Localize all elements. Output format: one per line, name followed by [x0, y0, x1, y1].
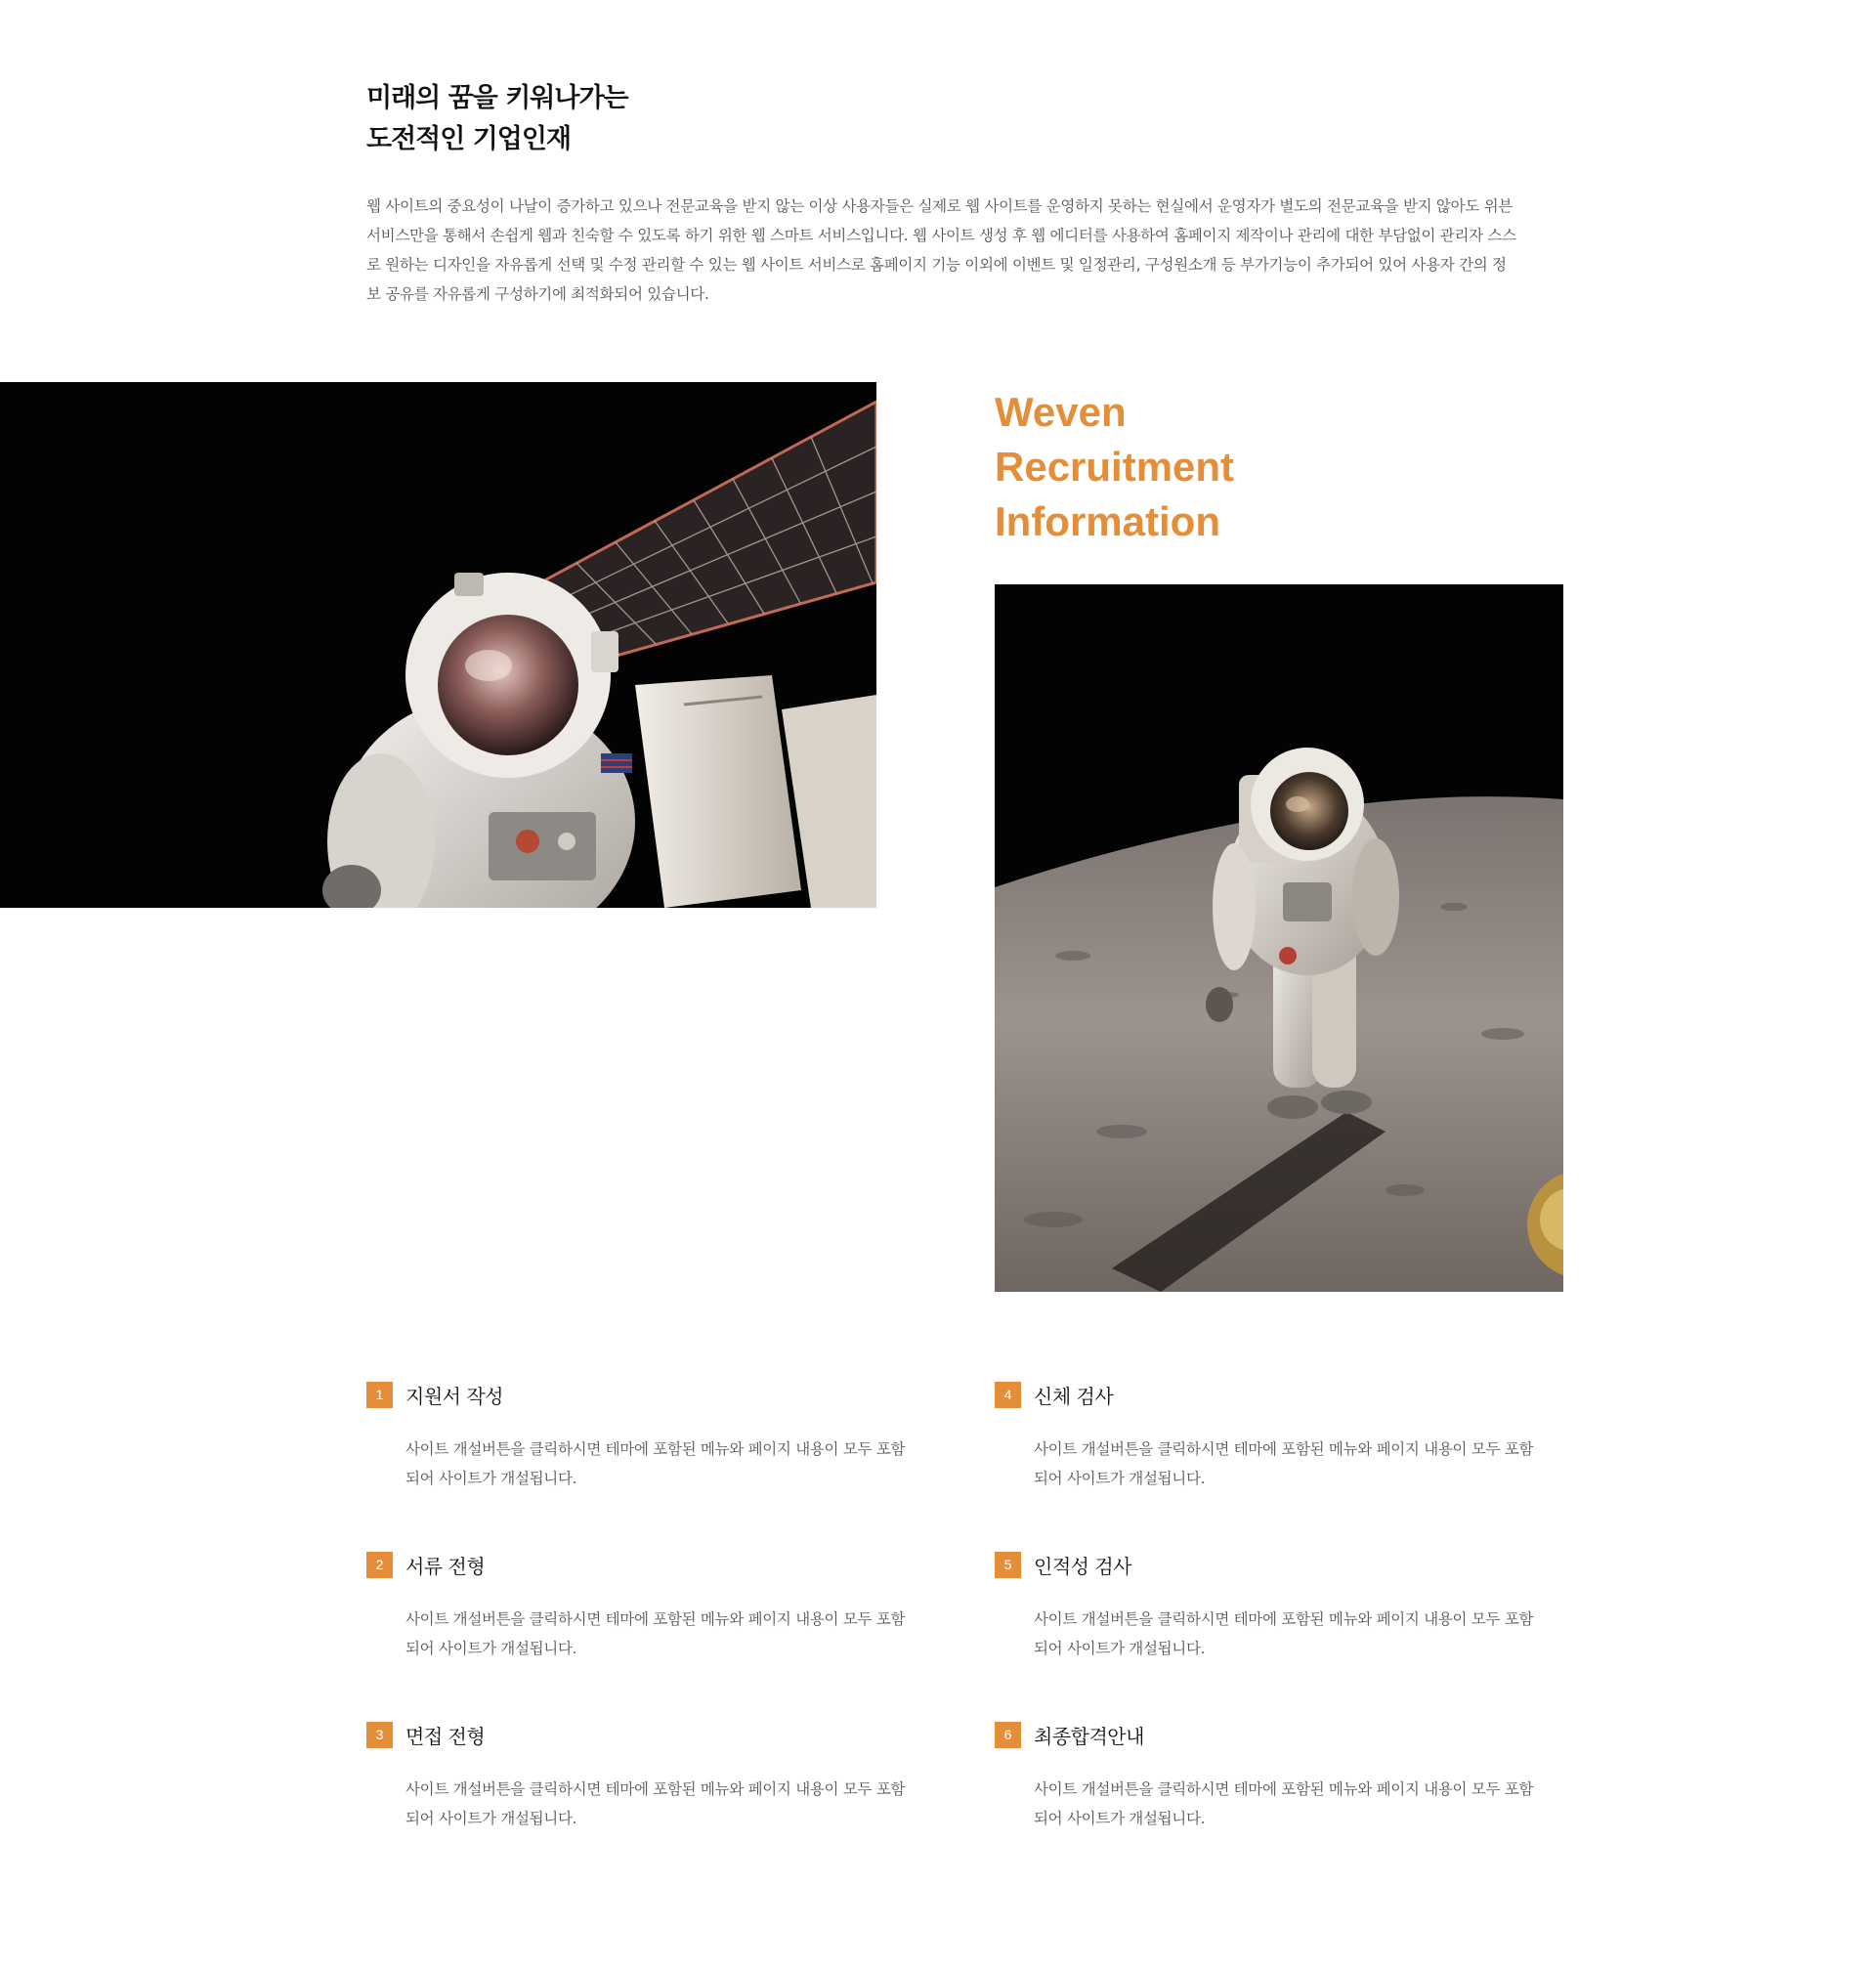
- intro-paragraph: 웹 사이트의 중요성이 나날이 증가하고 있으나 전문교육을 받지 않는 이상 사용자들은 실제로 웹 사이트를 운영하지 못하는 현실에서 운영자가 별도의 전문교육을 받지 않아도 위븐 서비스만을 통해서 손쉽게 웹과 친숙할 수 있도록 하기 위한 웹 스마트 서비스입니다. 웹 사이트 생성 후 웹 에디터를 사용하여 홈페이지 제작이나 관리에 대한 부담없이 관리자 스스로 원하는 디자인을 자유롭게 선택 및 수정 관리할 수 있는 웹 사이트 서비스로 홈페이지 기능 이외에 이벤트 및 일정관리, 구성원소개 등 부가기능이 추가되어 있어 사용자 간의 정보 공유를 자유롭게 구성하기에 최적화되어 있습니다.: [366, 197, 1516, 303]
- step-description: 사이트 개설버튼을 클릭하시면 테마에 포함된 메뉴와 페이지 내용이 모두 포함되어 사이트가 개설됩니다.: [405, 1780, 906, 1827]
- recruitment-title: [995, 385, 1234, 549]
- step-item-5: [995, 1550, 1542, 1663]
- step-description: 사이트 개설버튼을 클릭하시면 테마에 포함된 메뉴와 페이지 내용이 모두 포함되어 사이트가 개설됩니다.: [405, 1440, 906, 1487]
- step-number-badge: 2: [366, 1552, 393, 1578]
- step-number-badge: 5: [995, 1552, 1021, 1578]
- intro-section: [366, 78, 1519, 309]
- step-description: 사이트 개설버튼을 클릭하시면 테마에 포함된 메뉴와 페이지 내용이 모두 포함되어 사이트가 개설됩니다.: [1034, 1780, 1534, 1827]
- step-description: 사이트 개설버튼을 클릭하시면 테마에 포함된 메뉴와 페이지 내용이 모두 포함되어 사이트가 개설됩니다.: [1034, 1610, 1534, 1657]
- step-header: [366, 1720, 914, 1749]
- step-title: 서류 전형: [405, 1554, 486, 1578]
- step-header: [995, 1550, 1542, 1579]
- step-title: 면접 전형: [405, 1724, 486, 1748]
- step-number-badge: 3: [366, 1722, 393, 1748]
- intro-title-line1: 미래의 꿈을 키워나가는: [366, 83, 628, 113]
- step-item-1: [366, 1380, 914, 1493]
- step-description: 사이트 개설버튼을 클릭하시면 테마에 포함된 메뉴와 페이지 내용이 모두 포함되어 사이트가 개설됩니다.: [1034, 1440, 1534, 1487]
- step-item-4: [995, 1380, 1542, 1493]
- step-item-3: [366, 1720, 914, 1833]
- step-header: [995, 1720, 1542, 1749]
- recruitment-title-line2: Recruitment: [995, 444, 1235, 490]
- step-title: 인적성 검사: [1034, 1554, 1131, 1578]
- spacewalk-illustration: [0, 382, 876, 908]
- step-number-badge: 4: [995, 1382, 1021, 1408]
- intro-title-line2: 도전적인 기업인재: [366, 124, 572, 154]
- step-number-badge: 1: [366, 1382, 393, 1408]
- astronaut-spacewalk-photo: [0, 382, 876, 908]
- recruitment-title-line1: Weven: [995, 389, 1127, 435]
- step-number-badge: 6: [995, 1722, 1021, 1748]
- step-header: [366, 1380, 914, 1409]
- astronaut-moon-photo: [995, 584, 1563, 1292]
- step-title: 최종합격안내: [1034, 1724, 1144, 1748]
- step-title: 신체 검사: [1034, 1384, 1114, 1408]
- step-description: 사이트 개설버튼을 클릭하시면 테마에 포함된 메뉴와 페이지 내용이 모두 포함되어 사이트가 개설됩니다.: [405, 1610, 906, 1657]
- step-item-6: [995, 1720, 1542, 1833]
- step-item-2: [366, 1550, 914, 1663]
- recruitment-title-line3: Information: [995, 498, 1220, 544]
- intro-title: [366, 78, 1519, 160]
- step-header: [995, 1380, 1542, 1409]
- step-header: [366, 1550, 914, 1579]
- moon-illustration: [995, 584, 1563, 1292]
- step-title: 지원서 작성: [405, 1384, 503, 1408]
